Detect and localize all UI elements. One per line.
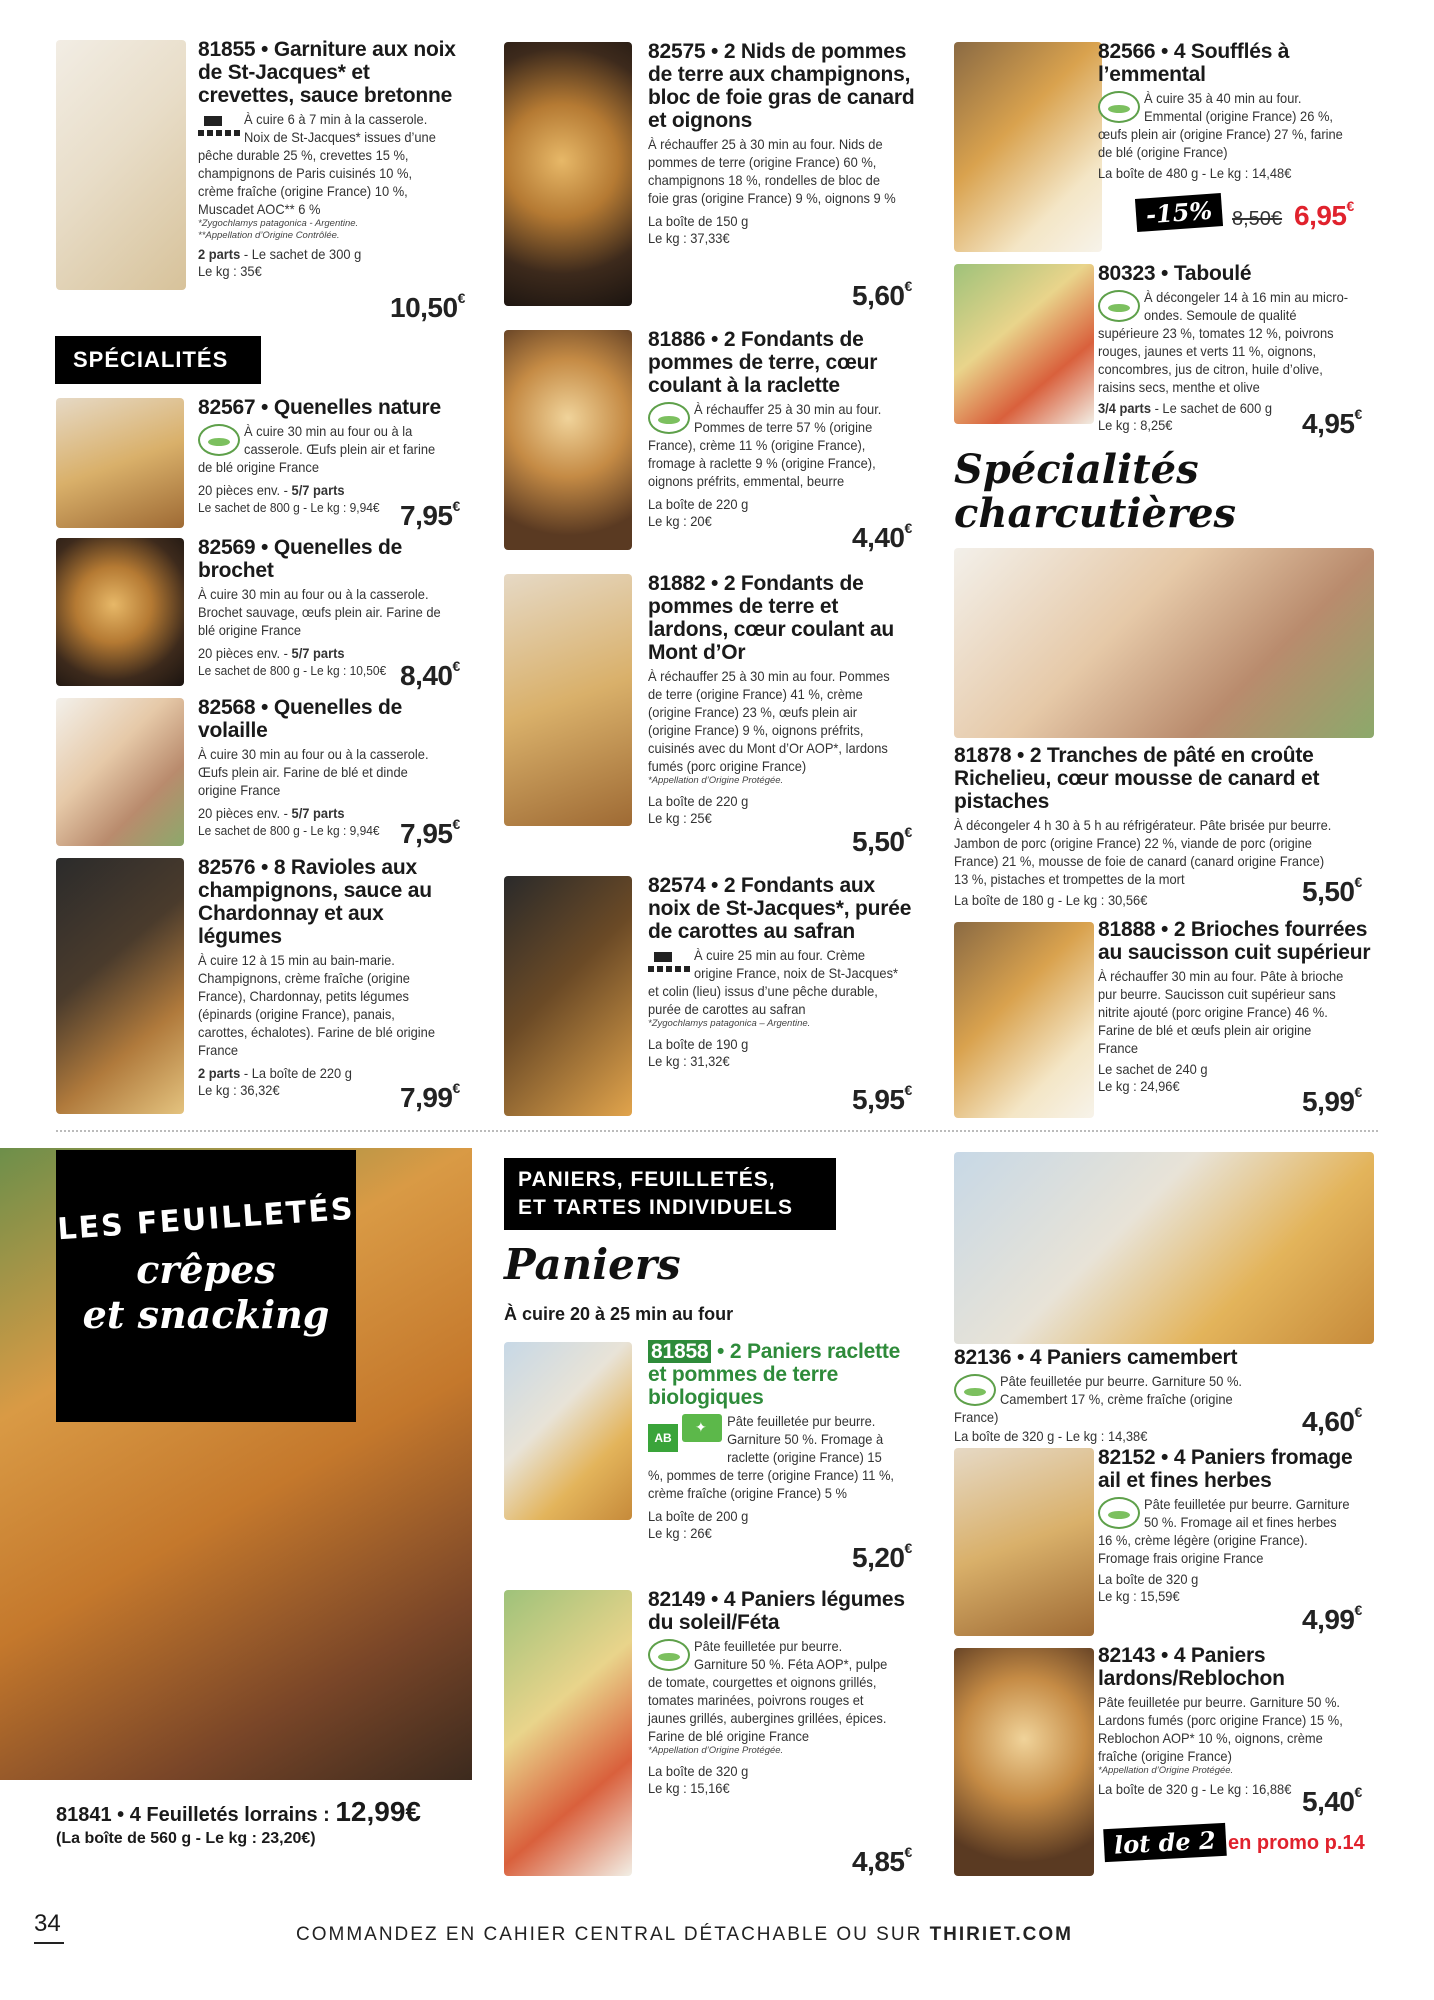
price-per-kg: Le kg : 24,96€	[1098, 1078, 1180, 1094]
product-photo-82143	[954, 1648, 1094, 1876]
product-photo-80323	[954, 264, 1094, 424]
feuilletes-title-line1: LES FEUILLETÉS	[56, 1191, 356, 1248]
product-title: 81882 • 2 Fondants de pommes de terre et lardons, cœur coulant au Mont d’Or	[648, 572, 895, 664]
product-price: 4,40€	[852, 520, 912, 553]
product-price: 10,50€	[390, 290, 465, 323]
product-price: 5,99€	[1302, 1084, 1362, 1117]
product-price: 5,50€	[852, 824, 912, 857]
product-title: 82149 • 4 Paniers légumes du soleil/Féta	[648, 1588, 905, 1634]
product-photo-82569	[56, 538, 184, 686]
product-title: 82566 • 4 Soufflés à l’emmental	[1098, 40, 1290, 86]
price-per-kg: Le kg : 15,59€	[1098, 1588, 1180, 1604]
product-price: 7,95€	[400, 816, 460, 849]
product-82569: 82569 • Quenelles de brochet À cuire 30 min au four ou à la casserole. Brochet sauvage, œufs plein air. Farine de blé origine France 20 pièces env. - 5/7 parts Le sachet de 800 g - Le kg : 10,50€	[198, 536, 468, 679]
product-description: À réchauffer 25 à 30 min au four. Pommes de terre (origine France) 41 %, crème (origine France) 23 %, œufs plein air (origine France) 9 %, oignons préfrits, cuisinés avec du Mont d’Or AOP*, lardons fumés (porc origine France)	[648, 668, 890, 774]
package-size: La boîte de 320 g - Le kg : 16,88€	[1098, 1781, 1292, 1797]
footnote: *Appellation d’Origine Protégée.	[1098, 1765, 1234, 1776]
package-size: La boîte de 180 g - Le kg : 30,56€	[954, 892, 1148, 908]
product-price: 7,99€	[400, 1080, 460, 1113]
product-description: À cuire 12 à 15 min au bain-marie. Champignons, crème fraîche (origine France), Chardonnay, petits légumes (épinards (origine France), panais, carottes, échalotes). Farine de blé origine France	[198, 952, 435, 1058]
product-photo-81882	[504, 574, 632, 826]
portions: 2 parts	[198, 246, 241, 262]
product-80323: 80323 • Taboulé À décongeler 14 à 16 min au micro-ondes. Semoule de qualité supérieure 23 %, tomates 12 %, poivrons rouges, jaunes et verts 11 %, oignons, concombres, jus de citron, huile d’olive, raisins secs, menthe et olive 3/4 parts - Le sachet de 600 g Le kg : 8,25€	[1098, 262, 1376, 434]
divider	[56, 1130, 1378, 1132]
product-description: À décongeler 14 à 16 min au micro-ondes. Semoule de qualité supérieure 23 %, tomates 12 %, poivrons rouges, jaunes et verts 11 %, oignons, concombres, jus de citron, huile d’olive, raisins secs, menthe et olive	[1098, 289, 1349, 395]
product-description: À cuire 6 à 7 min à la casserole. Noix de St-Jacques* issues d’une pêche durable 25 %, crevettes 15 %, champignons de Paris cuisinés 10 %, crème fraîche (origine France) 10 %, Muscadet AOC** 6 %	[198, 111, 436, 217]
portions: 5/7 parts	[291, 645, 345, 661]
package-size: La boîte de 320 g	[1098, 1571, 1199, 1587]
package-size: La boîte de 220 g	[648, 496, 749, 512]
discount-badge: -15%	[1135, 193, 1223, 232]
product-photo-82566	[954, 42, 1102, 252]
product-82149	[648, 1588, 920, 1797]
old-price: 8,50€	[1232, 208, 1283, 230]
product-81882	[648, 572, 920, 827]
price-per-kg: Le sachet de 800 g - Le kg : 10,50€	[198, 663, 387, 678]
website-link[interactable]: THIRIET.COM	[929, 1924, 1073, 1945]
product-title: 82568 • Quenelles de volaille	[198, 696, 403, 742]
product-81886	[648, 328, 920, 530]
footnote: *Zygochlamys patagonica – Argentine.	[648, 1018, 811, 1029]
portions: 5/7 parts	[291, 805, 345, 821]
product-price: 4,99€	[1302, 1602, 1362, 1635]
product-price: 5,60€	[852, 278, 912, 311]
product-photo-82568	[56, 698, 184, 846]
footnote: *Zygochlamys patagonica - Argentine.	[198, 218, 359, 229]
product-description: Pâte feuilletée pur beurre. Garniture 50 %. Fromage ail et fines herbes 16 %, crème légère (origine France). Fromage frais origine France	[1098, 1496, 1350, 1566]
product-description: À cuire 30 min au four ou à la casserole. Œufs plein air. Farine de blé et dinde origine France	[198, 746, 429, 798]
feuilletes-title-line3: et snacking	[82, 1292, 330, 1337]
product-title: 81888 • 2 Brioches fourrées au saucisson cuit supérieur	[1098, 918, 1371, 964]
price-per-kg: Le kg : 25€	[648, 810, 712, 826]
price-per-kg: Le kg : 26€	[648, 1525, 712, 1541]
product-description: À réchauffer 25 à 30 min au four. Nids de pommes de terre (origine France) 60 %, champignons 18 %, rondelles de bloc de foie gras (origine France) 9 %, oignons 9 %	[648, 136, 896, 206]
product-title: 81858 • 2 Paniers raclette et pommes de terre biologiques	[648, 1340, 901, 1409]
footnote: *Appellation d’Origine Protégée.	[648, 1745, 784, 1756]
product-photo-82152	[954, 1448, 1094, 1636]
section-title-specialites: SPÉCIALITÉS	[55, 336, 261, 384]
product-title: 82569 • Quenelles de brochet	[198, 536, 403, 582]
product-price: 12,99€	[335, 1796, 421, 1827]
product-photo-82575	[504, 42, 632, 306]
product-title: 82143 • 4 Paniers lardons/Reblochon	[1098, 1644, 1285, 1690]
product-description: À cuire 25 min au four. Crème origine France, noix de St-Jacques* et colin (lieu) issus d’une pêche durable, purée de carottes au safran	[648, 947, 899, 1017]
product-price: 5,20€	[852, 1540, 912, 1573]
product-price: 4,60€	[1302, 1404, 1362, 1437]
package-size: La boîte de 480 g - Le kg : 14,48€	[1098, 165, 1292, 181]
product-description: Pâte feuilletée pur beurre. Garniture 50 %. Camembert 17 %, crème fraîche (origine France)	[954, 1373, 1243, 1425]
product-description: Pâte feuilletée pur beurre. Garniture 50 %. Fromage à raclette (origine France) 15 %, pommes de terre (origine France) 11 %, crème fraîche (origine France) 5 %	[648, 1413, 895, 1501]
page-number-underline	[34, 1942, 64, 1944]
product-photo-82567	[56, 398, 184, 528]
product-price: 5,50€	[1302, 874, 1362, 907]
product-price: 4,85€	[852, 1844, 912, 1877]
product-title: 82152 • 4 Paniers fromage ail et fines herbes	[1098, 1446, 1353, 1492]
product-81858	[648, 1340, 920, 1542]
product-price: 7,95€	[400, 498, 460, 531]
footnote: **Appellation d’Origine Contrôlée.	[198, 230, 340, 241]
product-description: À cuire 30 min au four ou à la casserole. Œufs plein air et farine de blé origine France	[198, 423, 436, 475]
script-title-paniers: Paniers	[504, 1240, 681, 1289]
product-title: 81841 • 4 Feuilletés lorrains :	[56, 1804, 336, 1826]
price-per-kg: Le sachet de 800 g - Le kg : 9,94€	[198, 823, 380, 838]
product-81855	[198, 38, 468, 280]
product-title: 82136 • 4 Paniers camembert	[954, 1346, 1238, 1369]
price-per-kg: Le sachet de 800 g - Le kg : 9,94€	[198, 500, 380, 515]
product-title: 82574 • 2 Fondants aux noix de St-Jacques*, purée de carottes au safran	[648, 874, 912, 943]
package-size: La boîte de 190 g	[648, 1036, 749, 1052]
product-82568: 82568 • Quenelles de volaille À cuire 30 min au four ou à la casserole. Œufs plein air. Farine de blé et dinde origine France 20 pièces env. - 5/7 parts Le sachet de 800 g - Le kg : 9,94€	[198, 696, 468, 839]
product-82152	[1098, 1446, 1376, 1605]
package-size: La boîte de 220 g	[648, 793, 749, 809]
portions: 3/4 parts	[1098, 400, 1151, 416]
product-81841	[56, 1796, 476, 1848]
product-photo-82574	[504, 876, 632, 1116]
product-description: À cuire 35 à 40 min au four. Emmental (origine France) 26 %, œufs plein air (origine France) 27 %, farine de blé (origine France)	[1098, 90, 1343, 160]
product-price: 5,40€	[1302, 1784, 1362, 1817]
product-description: Pâte feuilletée pur beurre. Garniture 50 %. Lardons fumés (porc origine France) 15 %, Reblochon AOP* 10 %, oignons, crème fraîche (origine France)	[1098, 1694, 1343, 1764]
product-title: 82575 • 2 Nids de pommes de terre aux champignons, bloc de foie gras de canard et oignons	[648, 40, 915, 132]
product-photo-81855	[56, 40, 186, 290]
organic-ab-icon: AB	[648, 1424, 678, 1452]
product-photo-81858	[504, 1342, 632, 1520]
product-82143	[1098, 1644, 1376, 1798]
lot-promo-link[interactable]: en promo p.14	[1228, 1832, 1365, 1854]
package-size: La boîte de 200 g	[648, 1508, 749, 1524]
product-description: À cuire 30 min au four ou à la casserole. Brochet sauvage, œufs plein air. Farine de blé origine France	[198, 586, 441, 638]
price-per-kg: Le kg : 36,32€	[198, 1082, 280, 1098]
product-photo-82149	[504, 1590, 632, 1876]
page-number: 34	[34, 1910, 61, 1937]
package-size: La boîte de 320 g - Le kg : 14,38€	[954, 1428, 1148, 1444]
price-per-kg: Le kg : 15,16€	[648, 1780, 730, 1796]
product-description: À réchauffer 25 à 30 min au four. Pommes de terre 57 % (origine France), crème 11 % (origine France), fromage à raclette 9 % (origine France), oignons préfrits, emmental, beurre	[648, 401, 882, 489]
script-title-charcuterie: Spécialités charcutières	[954, 446, 1237, 537]
price-per-kg: Le kg : 31,32€	[648, 1053, 730, 1069]
product-title: 81855 • Garniture aux noix de St-Jacques* et crevettes, sauce bretonne	[198, 38, 456, 107]
product-photo-81878	[954, 548, 1374, 738]
product-description: Pâte feuilletée pur beurre. Garniture 50 %. Féta AOP*, pulpe de tomate, courgettes et oignons grillés, tomates marinées, poivrons rouges et jaunes grillés, aubergines grillées, épices. Farine de blé origine France	[648, 1638, 888, 1744]
product-title: 80323 • Taboulé	[1098, 262, 1252, 285]
product-code-highlight: 81858	[648, 1340, 711, 1363]
package-size: La boîte de 150 g	[648, 213, 749, 229]
product-82575	[648, 40, 920, 247]
product-title: 82576 • 8 Ravioles aux champignons, sauce au Chardonnay et aux légumes	[198, 856, 432, 948]
product-title: 81886 • 2 Fondants de pommes de terre, cœur coulant à la raclette	[648, 328, 878, 397]
product-price: 5,95€	[852, 1082, 912, 1115]
portions: 2 parts	[198, 1065, 241, 1081]
product-photo-82136	[954, 1152, 1374, 1344]
product-82576: 82576 • 8 Ravioles aux champignons, sauce au Chardonnay et aux légumes À cuire 12 à 15 min au bain-marie. Champignons, crème fraîche (origine France), Chardonnay, petits légumes (épinards (origine France), panais, carottes, échalotes). Farine de blé origine France 2 parts - La boîte de 220 g Le kg : 36,32€	[198, 856, 468, 1099]
package-size: Le sachet de 240 g	[1098, 1061, 1208, 1077]
package-size: - Le sachet de 300 g	[240, 246, 362, 262]
package-size: La boîte de 320 g	[648, 1763, 749, 1779]
product-description: À décongeler 4 h 30 à 5 h au réfrigérateur. Pâte brisée pur beurre. Jambon de porc (origine France) 22 %, viande de porc (origine France) 21 %, mousse de foie de canard (canard origine France) 13 %, pistaches et trompettes de la mort	[954, 817, 1332, 887]
section-title-paniers: PANIERS, FEUILLETÉS, ET TARTES INDIVIDUELS	[504, 1158, 836, 1230]
product-photo-81886	[504, 330, 632, 550]
product-82574	[648, 874, 920, 1070]
feuilletes-title-line2: crêpes	[136, 1247, 276, 1292]
footnote: *Appellation d’Origine Protégée.	[648, 775, 784, 786]
price-per-kg: Le kg : 20€	[648, 513, 712, 529]
product-81888	[1098, 918, 1376, 1095]
footer-text: COMMANDEZ EN CAHIER CENTRAL DÉTACHABLE OU SUR THIRIET.COM	[296, 1924, 1073, 1945]
portions: 5/7 parts	[291, 482, 345, 498]
product-title: 81878 • 2 Tranches de pâté en croûte Richelieu, cœur mousse de canard et pistaches	[954, 744, 1320, 813]
product-price: 4,95€	[1302, 406, 1362, 439]
product-price: 6,95€	[1294, 198, 1354, 231]
product-82567: 82567 • Quenelles nature À cuire 30 min au four ou à la casserole. Œufs plein air et farine de blé origine France 20 pièces env. - 5/7 parts Le sachet de 800 g - Le kg : 9,94€	[198, 396, 468, 516]
product-photo-81888	[954, 922, 1094, 1118]
cooking-subtitle: À cuire 20 à 25 min au four	[504, 1304, 734, 1324]
package-size: (La boîte de 560 g - Le kg : 23,20€)	[56, 1830, 316, 1847]
price-per-kg: Le kg : 35€	[198, 263, 262, 279]
product-price: 8,40€	[400, 658, 460, 691]
price-per-kg: Le kg : 37,33€	[648, 230, 730, 246]
price-per-kg: Le kg : 8,25€	[1098, 417, 1173, 433]
product-82566	[1098, 40, 1376, 182]
product-description: À réchauffer 30 min au four. Pâte à brioche pur beurre. Saucisson cuit supérieur sans nitrite ajouté (porc origine France) 46 %. Farine de blé et œufs plein air origine France	[1098, 968, 1344, 1056]
lot-badge[interactable]: lot de 2	[1103, 1823, 1226, 1862]
product-title: 82567 • Quenelles nature	[198, 396, 442, 419]
feuilletes-title-box	[56, 1150, 356, 1422]
product-photo-82576	[56, 858, 184, 1114]
